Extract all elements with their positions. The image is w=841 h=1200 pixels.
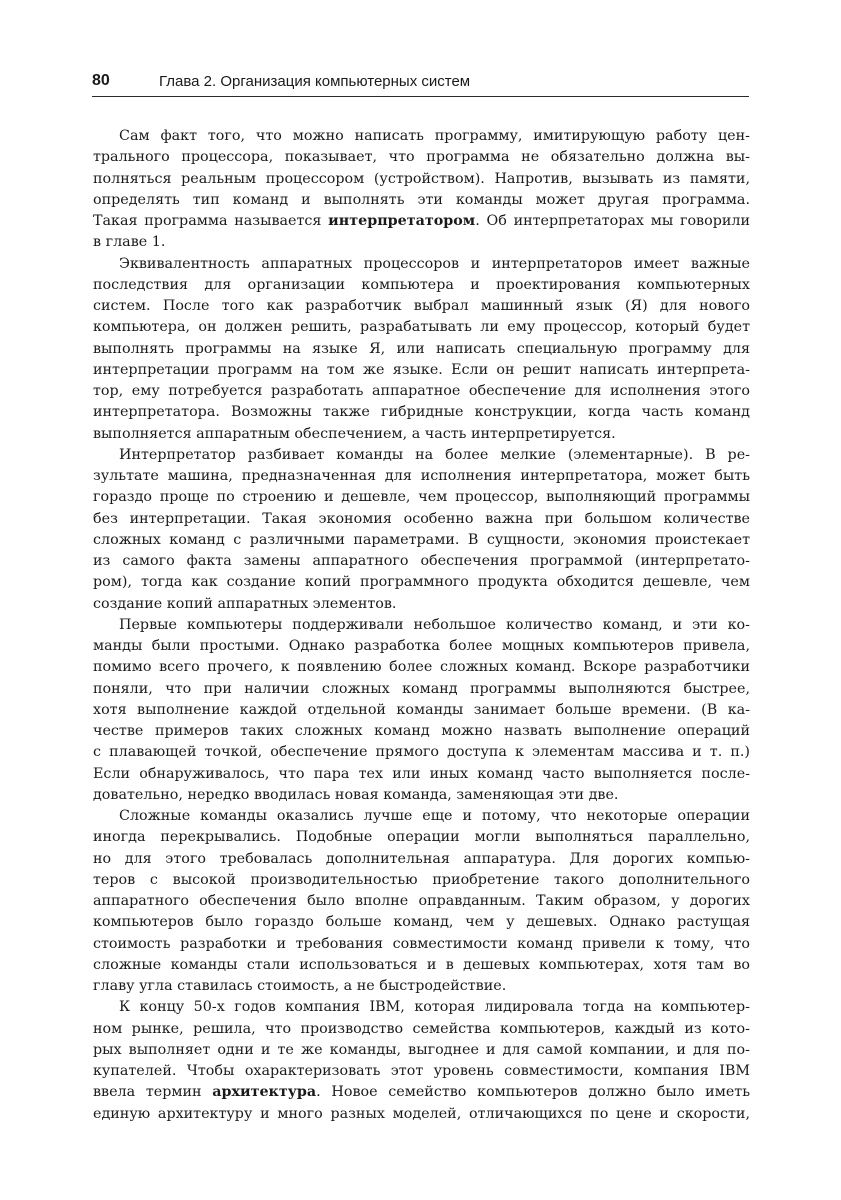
text-line: определять тип команд и выполнять эти команды может другая программа.: [93, 191, 750, 208]
text-line: выполнять программы на языке Я, или написать специальную программу для: [93, 340, 750, 357]
chapter-title: Глава 2. Организация компьютерных систем: [159, 73, 471, 90]
text-line: К концу 50-х годов компания IBM, которая лидировала тогда на компьютер-: [119, 999, 750, 1016]
defined-term: архитектура: [212, 1084, 317, 1101]
text-line: купателей. Чтобы охарактеризовать этот уровень совместимости, компания IBM: [93, 1063, 750, 1079]
text-line: из самого факта замены аппаратного обеспечения программой (интерпретато-: [93, 553, 750, 569]
running-header: [92, 70, 749, 97]
text-line: Сложные команды оказались лучше еще и потому, что некоторые операции: [119, 808, 750, 824]
text-line: [93, 211, 750, 232]
text-line: иногда перекрывались. Подобные операции могли выполняться параллельно,: [93, 829, 750, 846]
text-line: поняли, что при наличии сложных команд программы выполняются быстрее,: [93, 680, 750, 697]
paragraph: [93, 126, 750, 254]
text-line: хотя выполнение каждой отдельной команды занимает больше времени. (В ка-: [93, 701, 750, 718]
body-text: [93, 126, 750, 1125]
text-line: интерпретации программ на том же языке. Если он решит написать интерпрета-: [93, 361, 750, 378]
paragraph: [93, 445, 750, 615]
text-line: ром), тогда как создание копий программного продукта обходится дешевле, чем: [93, 574, 750, 591]
text-line: компьютера, он должен решить, разрабатывать ли ему процессор, который будет: [93, 319, 750, 336]
text-line: полняться реальным процессором (устройством). Напротив, вызывать из памяти,: [93, 170, 750, 187]
text-line: выполняется аппаратным обеспечением, а часть интерпретируется.: [93, 425, 616, 442]
text-line: Сам факт того, что можно написать программу, имитирующую работу цен-: [119, 128, 750, 144]
text-line: ном рынке, решила, что производство семейства компьютеров, каждый из кото-: [93, 1020, 750, 1037]
paragraph: [93, 254, 750, 445]
text-line: рых выполняет одни и те же команды, выгоднее и для самой компании, и для по-: [93, 1041, 750, 1058]
text-line: Если обнаруживалось, что пара тех или иных команд часто выполняется после-: [93, 765, 750, 782]
text-line: Первые компьютеры поддерживали небольшое количество команд, и эти ко-: [119, 616, 750, 633]
text-line: систем. После того как разработчик выбрал машинный язык (Я) для нового: [93, 298, 750, 314]
text-fragment: . Об интерпретаторах мы говорили: [475, 213, 750, 229]
page-number: 80: [92, 72, 110, 89]
text-line: Интерпретатор разбивает команды на более мелкие (элементарные). В ре-: [119, 446, 750, 463]
text-line: гораздо проще по строению и дешевле, чем процессор, выполняющий программы: [93, 489, 750, 506]
text-line: теров с высокой производительностью приобретение такого дополнительного: [93, 871, 750, 888]
text-line: честве примеров таких сложных команд можно назвать выполнение операций: [93, 723, 750, 739]
text-line: манды были простыми. Однако разработка более мощных компьютеров привела,: [93, 638, 750, 654]
paragraph: [93, 997, 750, 1125]
text-fragment: Такая программа называется: [93, 213, 329, 229]
defined-term: интерпретатором: [328, 213, 476, 229]
text-line: компьютеров было гораздо больше команд, чем у дешевых. Однако растущая: [93, 914, 750, 931]
text-line: главу угла ставилась стоимость, а не быстродействие.: [93, 978, 507, 994]
text-line: стоимость разработки и требования совместимости команд привели к тому, что: [93, 935, 750, 952]
text-line: аппаратного обеспечения было вполне оправданным. Таким образом, у дорогих: [93, 893, 750, 909]
text-line: создание копий аппаратных элементов.: [93, 595, 397, 612]
text-line: но для этого требовалась дополнительная аппаратура. Для дорогих компью-: [93, 850, 750, 867]
text-line: с плавающей точкой, обеспечение прямого доступа к элементам массива и т. п.): [93, 744, 750, 761]
text-line: зультате машина, предназначенная для исполнения интерпретатора, может быть: [93, 468, 750, 484]
text-line: довательно, нередко вводилась новая команда, заменяющая эти две.: [93, 786, 619, 803]
text-line: [93, 1082, 750, 1103]
text-line: интерпретатора. Возможны также гибридные конструкции, когда часть команд: [93, 404, 750, 421]
text-fragment: ввела термин: [93, 1084, 213, 1101]
text-line: помимо всего прочего, к появлению более сложных команд. Вскоре разработчики: [93, 659, 750, 676]
paragraph: [93, 806, 750, 997]
text-line: трального процессора, показывает, что программа не обязательно должна вы-: [93, 149, 750, 166]
text-line: тор, ему потребуется разработать аппаратное обеспечение для исполнения этого: [93, 383, 750, 399]
text-line: в главе 1.: [93, 234, 166, 251]
paragraph: [93, 615, 750, 806]
text-line: сложных команд с различными параметрами. В сущности, экономия проистекает: [93, 531, 750, 548]
text-line: единую архитектуру и много разных моделей, отличающихся по цене и скорости,: [93, 1105, 750, 1122]
text-fragment: . Новое семейство компьютеров должно было иметь: [316, 1084, 750, 1101]
text-line: без интерпретации. Такая экономия особенно важна при большом количестве: [93, 510, 750, 527]
text-line: сложные команды стали использоваться и в дешевых компьютерах, хотя там во: [93, 956, 750, 973]
text-line: последствия для организации компьютера и проектирования компьютерных: [93, 276, 750, 293]
text-line: Эквивалентность аппаратных процессоров и интерпретаторов имеет важные: [119, 255, 750, 272]
